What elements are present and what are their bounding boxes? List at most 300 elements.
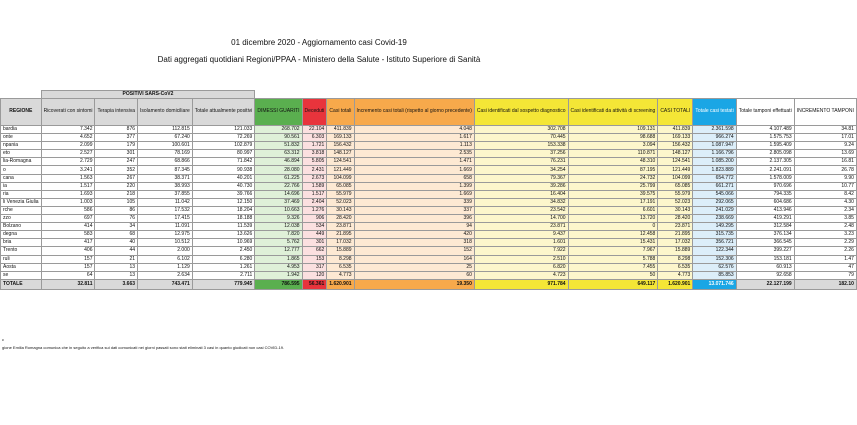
value-cell: 16.404 xyxy=(474,190,568,198)
region-name-cell: o xyxy=(1,166,42,174)
value-cell: 60 xyxy=(354,271,474,279)
value-cell: 153 xyxy=(302,255,327,263)
value-cell: 376.134 xyxy=(736,231,794,239)
value-cell: 15.431 xyxy=(568,239,658,247)
value-cell: 90.561 xyxy=(255,134,302,142)
value-cell: 25.799 xyxy=(568,182,658,190)
blank-cell xyxy=(1,91,42,99)
value-cell: 2.673 xyxy=(302,174,327,182)
value-cell: 4.773 xyxy=(327,271,354,279)
value-cell: 7.342 xyxy=(41,126,95,134)
value-cell: 6.102 xyxy=(138,255,193,263)
value-cell: 654.772 xyxy=(693,174,736,182)
value-cell: 17.191 xyxy=(568,198,658,206)
value-cell: 13.626 xyxy=(192,231,255,239)
value-cell: 52.023 xyxy=(658,198,693,206)
value-cell: 85.853 xyxy=(693,271,736,279)
value-cell: 413.946 xyxy=(736,206,794,214)
value-cell: 156.432 xyxy=(658,142,693,150)
value-cell: 12.150 xyxy=(192,198,255,206)
value-cell: 13.69 xyxy=(794,150,856,158)
value-cell: 7.820 xyxy=(255,231,302,239)
value-cell: 292.065 xyxy=(693,198,736,206)
value-cell: 5.762 xyxy=(255,239,302,247)
value-cell: 4.048 xyxy=(354,126,474,134)
value-cell: 301 xyxy=(95,150,138,158)
value-cell: 18.188 xyxy=(192,215,255,223)
value-cell: 414 xyxy=(41,223,95,231)
value-cell: 2.137.305 xyxy=(736,158,794,166)
col-header-ricoverati: Ricoverati con sintomi xyxy=(41,99,95,126)
value-cell: 102.879 xyxy=(192,142,255,150)
value-cell: 649.117 xyxy=(568,279,658,289)
value-cell: 100.601 xyxy=(138,142,193,150)
value-cell: 40 xyxy=(95,239,138,247)
col-header-positivi: Totale attualmente positivi xyxy=(192,99,255,126)
table-row xyxy=(1,182,857,190)
table-row xyxy=(1,223,857,231)
value-cell: 153.338 xyxy=(474,142,568,150)
col-header-tamponi: Totale tamponi effettuati xyxy=(736,99,794,126)
value-cell: 13 xyxy=(95,271,138,279)
value-cell: 153.181 xyxy=(736,255,794,263)
col-header-isolamento: Isolamento domiciliare xyxy=(138,99,193,126)
value-cell: 13.071.746 xyxy=(693,279,736,289)
value-cell: 247 xyxy=(95,158,138,166)
value-cell: 182.10 xyxy=(794,279,856,289)
value-cell: 63.312 xyxy=(255,150,302,158)
region-name-cell: ia xyxy=(1,182,42,190)
value-cell: 1.595.409 xyxy=(736,142,794,150)
value-cell: 23.871 xyxy=(658,223,693,231)
value-cell: 7.922 xyxy=(474,247,568,255)
value-cell: 7.967 xyxy=(568,247,658,255)
value-cell: 34.81 xyxy=(794,126,856,134)
value-cell: 47 xyxy=(794,263,856,271)
table-row xyxy=(1,239,857,247)
value-cell: 2.510 xyxy=(474,255,568,263)
value-cell: 4.723 xyxy=(474,271,568,279)
value-cell: 317 xyxy=(302,263,327,271)
value-cell: 39.766 xyxy=(192,190,255,198)
value-cell: 8.42 xyxy=(794,190,856,198)
value-cell: 356.721 xyxy=(693,239,736,247)
value-cell: 534 xyxy=(302,223,327,231)
value-cell: 38.371 xyxy=(138,174,193,182)
table-row xyxy=(1,198,857,206)
value-cell: 4.953 xyxy=(255,263,302,271)
value-cell: 18.204 xyxy=(192,206,255,214)
footnote-ref: c xyxy=(2,337,4,342)
value-cell: 15.889 xyxy=(327,247,354,255)
value-cell: 697 xyxy=(41,215,95,223)
value-cell: 76.231 xyxy=(474,158,568,166)
value-cell: 105 xyxy=(95,198,138,206)
value-cell: 11.042 xyxy=(138,198,193,206)
value-cell: 76 xyxy=(95,215,138,223)
value-cell: 6.535 xyxy=(658,263,693,271)
value-cell: 583 xyxy=(41,231,95,239)
value-cell: 4.652 xyxy=(41,134,95,142)
value-cell: 9.437 xyxy=(474,231,568,239)
value-cell: 6.303 xyxy=(302,134,327,142)
value-cell: 743.471 xyxy=(138,279,193,289)
region-name-cell: li Venezia Giulia xyxy=(1,198,42,206)
value-cell: 545.066 xyxy=(693,190,736,198)
value-cell: 906 xyxy=(302,215,327,223)
value-cell: 1.589 xyxy=(302,182,327,190)
value-cell: 121.449 xyxy=(327,166,354,174)
value-cell: 17.01 xyxy=(794,134,856,142)
value-cell: 301 xyxy=(302,239,327,247)
table-row xyxy=(1,247,857,255)
value-cell: 1.601 xyxy=(474,239,568,247)
value-cell: 6.280 xyxy=(192,255,255,263)
value-cell: 399.227 xyxy=(736,247,794,255)
report-title: 01 dicembre 2020 - Aggiornamento casi Covid-19 xyxy=(231,38,407,47)
value-cell: 3.818 xyxy=(302,150,327,158)
table-row xyxy=(1,206,857,214)
table-row xyxy=(1,166,857,174)
value-cell: 121.449 xyxy=(658,166,693,174)
value-cell: 72.269 xyxy=(192,134,255,142)
value-cell: 86 xyxy=(95,206,138,214)
value-cell: 366.545 xyxy=(736,239,794,247)
value-cell: 1.517 xyxy=(41,182,95,190)
value-cell: 60.913 xyxy=(736,263,794,271)
value-cell: 12.777 xyxy=(255,247,302,255)
col-header-incremento: Incremento casi totali (rispetto al giorno precedente) xyxy=(354,99,474,126)
blank-cell xyxy=(255,91,857,99)
region-name-cell: rche xyxy=(1,206,42,214)
value-cell: 8.298 xyxy=(658,255,693,263)
value-cell: 268.702 xyxy=(255,126,302,134)
value-cell: 218 xyxy=(95,190,138,198)
value-cell: 152.306 xyxy=(693,255,736,263)
value-cell: 19.350 xyxy=(354,279,474,289)
value-cell: 157 xyxy=(41,255,95,263)
value-cell: 68.866 xyxy=(138,158,193,166)
value-cell: 604.686 xyxy=(736,198,794,206)
value-cell: 169.133 xyxy=(658,134,693,142)
value-cell: 37.469 xyxy=(255,198,302,206)
value-cell: 1.721 xyxy=(302,142,327,150)
value-cell: 658 xyxy=(354,174,474,182)
value-cell: 124.541 xyxy=(658,158,693,166)
region-name-cell: se xyxy=(1,271,42,279)
value-cell: 78.169 xyxy=(138,150,193,158)
value-cell: 4.773 xyxy=(658,271,693,279)
footnote: gione Emilia Romagna comunica che in seguito a verifica sui dati comunicati nei giorni passati sono stati eliminati 3 casi in quanto giudicati non casi COVID-19. xyxy=(2,345,285,350)
value-cell: 80.997 xyxy=(192,150,255,158)
value-cell: 2.805.098 xyxy=(736,150,794,158)
value-cell: 169.133 xyxy=(327,134,354,142)
value-cell: 121.033 xyxy=(192,126,255,134)
value-cell: 37.855 xyxy=(138,190,193,198)
value-cell: 0 xyxy=(568,223,658,231)
value-cell: 87.195 xyxy=(568,166,658,174)
positivi-group-header: POSITIVI SARS-CoV2 xyxy=(41,91,255,99)
value-cell: 794.335 xyxy=(736,190,794,198)
col-header-incr-tamponi: INCREMENTO TAMPONI xyxy=(794,99,856,126)
value-cell: 40.201 xyxy=(192,174,255,182)
value-cell: 149.295 xyxy=(693,223,736,231)
region-name-cell: TOTALE xyxy=(1,279,42,289)
value-cell: 13.720 xyxy=(568,215,658,223)
value-cell: 9.326 xyxy=(255,215,302,223)
value-cell: 337 xyxy=(354,206,474,214)
col-header-casi: Casi totali xyxy=(327,99,354,126)
value-cell: 46.894 xyxy=(255,158,302,166)
value-cell: 2.431 xyxy=(302,166,327,174)
value-cell: 68 xyxy=(95,231,138,239)
value-cell: 411.839 xyxy=(327,126,354,134)
value-cell: 120 xyxy=(302,271,327,279)
value-cell: 1.129 xyxy=(138,263,193,271)
value-cell: 779.945 xyxy=(192,279,255,289)
value-cell: 411.839 xyxy=(658,126,693,134)
value-cell: 1.276 xyxy=(302,206,327,214)
value-cell: 1.620.901 xyxy=(327,279,354,289)
value-cell: 1.942 xyxy=(255,271,302,279)
value-cell: 1.471 xyxy=(354,158,474,166)
region-name-cell: bria xyxy=(1,239,42,247)
value-cell: 302.708 xyxy=(474,126,568,134)
value-cell: 52.023 xyxy=(327,198,354,206)
value-cell: 2.48 xyxy=(794,223,856,231)
value-cell: 32.811 xyxy=(41,279,95,289)
value-cell: 55.979 xyxy=(658,190,693,198)
value-cell: 44 xyxy=(95,247,138,255)
region-name-cell: Trento xyxy=(1,247,42,255)
value-cell: 79.367 xyxy=(474,174,568,182)
value-cell: 1.620.901 xyxy=(658,279,693,289)
value-cell: 220 xyxy=(95,182,138,190)
value-cell: 56.361 xyxy=(302,279,327,289)
value-cell: 2.404 xyxy=(302,198,327,206)
region-name-cell: Bolzano xyxy=(1,223,42,231)
value-cell: 1.669 xyxy=(354,166,474,174)
value-cell: 70.445 xyxy=(474,134,568,142)
value-cell: 10.663 xyxy=(255,206,302,214)
value-cell: 64 xyxy=(41,271,95,279)
value-cell: 67.240 xyxy=(138,134,193,142)
value-cell: 1.517 xyxy=(302,190,327,198)
col-header-dimessi: DIMESSI GUARITI xyxy=(255,99,302,126)
region-name-cell: eto xyxy=(1,150,42,158)
value-cell: 318 xyxy=(354,239,474,247)
col-header-casi-totali: CASI TOTALI xyxy=(658,99,693,126)
value-cell: 1.113 xyxy=(354,142,474,150)
value-cell: 164 xyxy=(354,255,474,263)
value-cell: 11.091 xyxy=(138,223,193,231)
value-cell: 28.420 xyxy=(327,215,354,223)
table-row xyxy=(1,190,857,198)
value-cell: 124.541 xyxy=(327,158,354,166)
value-cell: 79 xyxy=(794,271,856,279)
value-cell: 2.241.091 xyxy=(736,166,794,174)
value-cell: 39.286 xyxy=(474,182,568,190)
value-cell: 23.871 xyxy=(327,223,354,231)
value-cell: 267 xyxy=(95,174,138,182)
table-row xyxy=(1,126,857,134)
value-cell: 5.788 xyxy=(568,255,658,263)
region-name-cell: Aosta xyxy=(1,263,42,271)
value-cell: 419.291 xyxy=(736,215,794,223)
value-cell: 3.094 xyxy=(568,142,658,150)
value-cell: 30.143 xyxy=(327,206,354,214)
value-cell: 17.415 xyxy=(138,215,193,223)
col-header-region: REGIONE xyxy=(1,99,42,126)
value-cell: 6.535 xyxy=(327,263,354,271)
value-cell: 1.087.947 xyxy=(693,142,736,150)
value-cell: 25 xyxy=(354,263,474,271)
value-cell: 22.104 xyxy=(302,126,327,134)
value-cell: 6.601 xyxy=(568,206,658,214)
value-cell: 966.274 xyxy=(693,134,736,142)
value-cell: 1.575.753 xyxy=(736,134,794,142)
value-cell: 87.345 xyxy=(138,166,193,174)
value-cell: 156.432 xyxy=(327,142,354,150)
region-name-cell: cana xyxy=(1,174,42,182)
value-cell: 26.78 xyxy=(794,166,856,174)
value-cell: 2.29 xyxy=(794,239,856,247)
value-cell: 94 xyxy=(354,223,474,231)
value-cell: 2.34 xyxy=(794,206,856,214)
value-cell: 1.003 xyxy=(41,198,95,206)
value-cell: 1.865 xyxy=(255,255,302,263)
value-cell: 28.420 xyxy=(658,215,693,223)
value-cell: 2.711 xyxy=(192,271,255,279)
value-cell: 3.23 xyxy=(794,231,856,239)
region-name-cell: zzo xyxy=(1,215,42,223)
value-cell: 17.032 xyxy=(658,239,693,247)
value-cell: 92.658 xyxy=(736,271,794,279)
value-cell: 148.127 xyxy=(327,150,354,158)
value-cell: 2.26 xyxy=(794,247,856,255)
region-name-cell: lia-Romagna xyxy=(1,158,42,166)
value-cell: 23.542 xyxy=(474,206,568,214)
value-cell: 352 xyxy=(95,166,138,174)
value-cell: 315.735 xyxy=(693,231,736,239)
covid-data-table xyxy=(0,90,857,290)
value-cell: 34.254 xyxy=(474,166,568,174)
value-cell: 148.127 xyxy=(658,150,693,158)
value-cell: 238.669 xyxy=(693,215,736,223)
value-cell: 14.700 xyxy=(474,215,568,223)
value-cell: 22.127.199 xyxy=(736,279,794,289)
value-cell: 98.688 xyxy=(568,134,658,142)
table-row xyxy=(1,255,857,263)
table-row xyxy=(1,142,857,150)
value-cell: 3.663 xyxy=(95,279,138,289)
value-cell: 21 xyxy=(95,255,138,263)
value-cell: 17.032 xyxy=(327,239,354,247)
value-cell: 55.979 xyxy=(327,190,354,198)
value-cell: 2.729 xyxy=(41,158,95,166)
value-cell: 109.131 xyxy=(568,126,658,134)
table-body xyxy=(1,126,857,290)
value-cell: 28.080 xyxy=(255,166,302,174)
value-cell: 110.871 xyxy=(568,150,658,158)
value-cell: 8.298 xyxy=(327,255,354,263)
value-cell: 12.038 xyxy=(255,223,302,231)
region-name-cell: degna xyxy=(1,231,42,239)
value-cell: 152 xyxy=(354,247,474,255)
value-cell: 34.832 xyxy=(474,198,568,206)
value-cell: 9.24 xyxy=(794,142,856,150)
value-cell: 2.361.598 xyxy=(693,126,736,134)
value-cell: 6.820 xyxy=(474,263,568,271)
col-header-sospetto: Casi identificati dal sospetto diagnostico xyxy=(474,99,568,126)
value-cell: 339 xyxy=(354,198,474,206)
value-cell: 396 xyxy=(354,215,474,223)
value-cell: 34 xyxy=(95,223,138,231)
value-cell: 449 xyxy=(302,231,327,239)
value-cell: 417 xyxy=(41,239,95,247)
region-name-cell: bardia xyxy=(1,126,42,134)
region-name-cell: ria xyxy=(1,190,42,198)
value-cell: 1.669 xyxy=(354,190,474,198)
value-cell: 2.450 xyxy=(192,247,255,255)
value-cell: 312.584 xyxy=(736,223,794,231)
value-cell: 661.271 xyxy=(693,182,736,190)
value-cell: 24.732 xyxy=(568,174,658,182)
value-cell: 10.77 xyxy=(794,182,856,190)
value-cell: 4.107.489 xyxy=(736,126,794,134)
value-cell: 48.310 xyxy=(568,158,658,166)
col-header-testati: Totale casi testati xyxy=(693,99,736,126)
value-cell: 4.30 xyxy=(794,198,856,206)
table-row xyxy=(1,263,857,271)
value-cell: 786.595 xyxy=(255,279,302,289)
value-cell: 21.895 xyxy=(327,231,354,239)
value-cell: 61.225 xyxy=(255,174,302,182)
table-row xyxy=(1,150,857,158)
value-cell: 50 xyxy=(568,271,658,279)
value-cell: 10.969 xyxy=(192,239,255,247)
value-cell: 16.81 xyxy=(794,158,856,166)
value-cell: 2.000 xyxy=(138,247,193,255)
col-header-deceduti: Deceduti xyxy=(302,99,327,126)
value-cell: 971.784 xyxy=(474,279,568,289)
value-cell: 876 xyxy=(95,126,138,134)
region-name-cell: ruli xyxy=(1,255,42,263)
value-cell: 12.458 xyxy=(568,231,658,239)
value-cell: 122.344 xyxy=(693,247,736,255)
value-cell: 1.578.009 xyxy=(736,174,794,182)
value-cell: 37.256 xyxy=(474,150,568,158)
value-cell: 104.099 xyxy=(658,174,693,182)
value-cell: 420 xyxy=(354,231,474,239)
value-cell: 1.47 xyxy=(794,255,856,263)
value-cell: 1.085.200 xyxy=(693,158,736,166)
col-header-screening: Casi identificati da attività di screening xyxy=(568,99,658,126)
value-cell: 39.575 xyxy=(568,190,658,198)
value-cell: 241.029 xyxy=(693,206,736,214)
value-cell: 2.099 xyxy=(41,142,95,150)
value-cell: 2.535 xyxy=(354,150,474,158)
report-subtitle: Dati aggregati quotidiani Regioni/PPAA - Ministero della Salute - Istituto Superiore di Sanità xyxy=(157,55,481,64)
table-row xyxy=(1,215,857,223)
value-cell: 62.576 xyxy=(693,263,736,271)
value-cell: 3.241 xyxy=(41,166,95,174)
value-cell: 377 xyxy=(95,134,138,142)
value-cell: 406 xyxy=(41,247,95,255)
value-cell: 1.399 xyxy=(354,182,474,190)
value-cell: 104.099 xyxy=(327,174,354,182)
value-cell: 1.617 xyxy=(354,134,474,142)
